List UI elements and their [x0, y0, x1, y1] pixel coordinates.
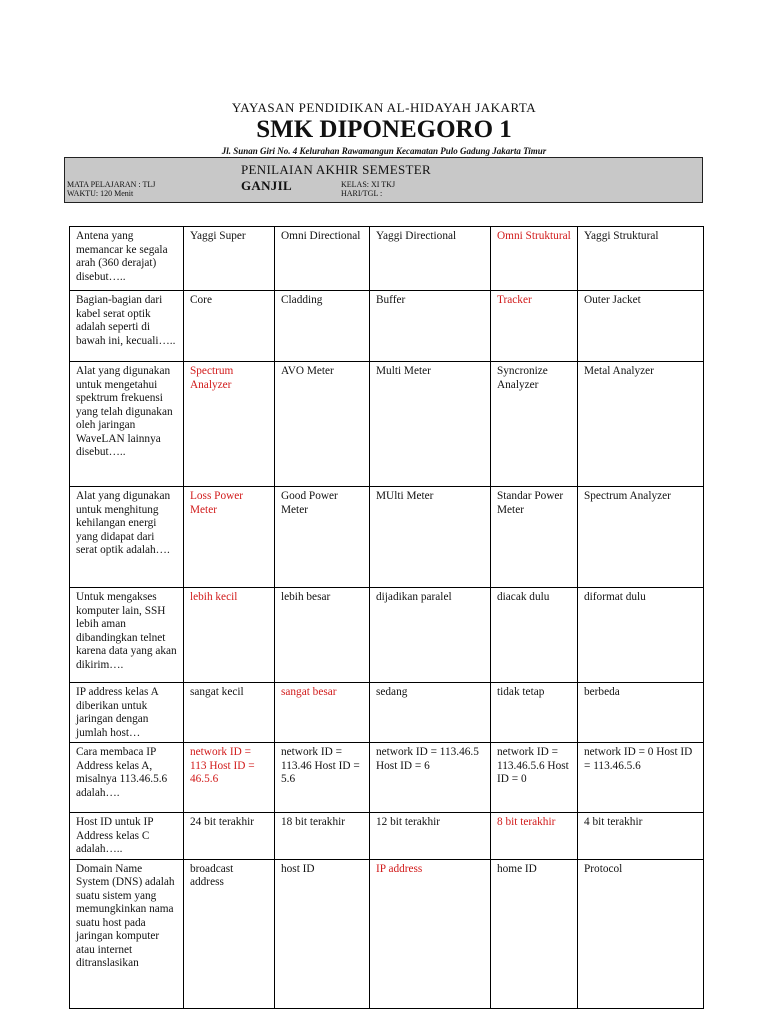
answer-option: network ID = 113.46.5 Host ID = 6 — [370, 743, 491, 813]
question-text: IP address kelas A diberikan untuk jaringan dengan jumlah host… — [70, 683, 184, 743]
answer-option: lebih besar — [275, 588, 370, 683]
answer-option: Yaggi Struktural — [578, 227, 704, 291]
answer-option-correct: IP address — [370, 859, 491, 1008]
answer-option: 4 bit terakhir — [578, 813, 704, 860]
answer-option-correct: network ID = 113 Host ID = 46.5.6 — [184, 743, 275, 813]
answer-option: Yaggi Super — [184, 227, 275, 291]
answer-option: diformat dulu — [578, 588, 704, 683]
foundation-name: YAYASAN PENDIDIKAN AL-HIDAYAH JAKARTA — [231, 100, 537, 115]
answer-option: Multi Meter — [370, 362, 491, 487]
question-row — [70, 291, 704, 362]
question-text: Bagian-bagian dari kabel serat optik adalah seperti di bawah ini, kecuali….. — [70, 291, 184, 362]
answer-option: Core — [184, 291, 275, 362]
answer-option: MUlti Meter — [370, 487, 491, 588]
question-text: Cara membaca IP Address kelas A, misalnya 113.46.5.6 adalah…. — [70, 743, 184, 813]
exam-title-line1: PENILAIAN AKHIR SEMESTER — [241, 162, 431, 177]
answer-option: Spectrum Analyzer — [578, 487, 704, 588]
question-row — [70, 743, 704, 813]
subject-label: MATA PELAJARAN : TLJ — [67, 180, 156, 189]
answer-option: berbeda — [578, 683, 704, 743]
question-text: Host ID untuk IP Address kelas C adalah….. — [70, 813, 184, 860]
answer-option: dijadikan paralel — [370, 588, 491, 683]
answer-option: sedang — [370, 683, 491, 743]
question-text: Antena yang memancar ke segala arah (360 derajat) disebut….. — [70, 227, 184, 291]
exam-title-line2: GANJIL — [241, 178, 292, 193]
date-label: HARI/TGL : — [341, 189, 383, 198]
answer-option: Good Power Meter — [275, 487, 370, 588]
answer-option: Buffer — [370, 291, 491, 362]
answer-option: Standar Power Meter — [491, 487, 578, 588]
question-row — [70, 487, 704, 588]
answer-option: Outer Jacket — [578, 291, 704, 362]
answer-option: network ID = 113.46 Host ID = 5.6 — [275, 743, 370, 813]
question-row — [70, 859, 704, 1008]
exam-info-band — [64, 157, 703, 203]
answer-option: home ID — [491, 859, 578, 1008]
answer-option: network ID = 113.46.5.6 Host ID = 0 — [491, 743, 578, 813]
answer-option: Cladding — [275, 291, 370, 362]
answer-option-correct: Loss Power Meter — [184, 487, 275, 588]
answer-option: 24 bit terakhir — [184, 813, 275, 860]
question-table — [69, 226, 704, 1009]
question-row — [70, 813, 704, 860]
answer-option: Protocol — [578, 859, 704, 1008]
question-row — [70, 683, 704, 743]
school-name: SMK DIPONEGORO 1 — [256, 116, 512, 143]
answer-option: host ID — [275, 859, 370, 1008]
time-label: WAKTU: 120 Menit — [67, 189, 134, 198]
question-text: Domain Name System (DNS) adalah suatu sistem yang memungkinkan nama suatu host pada jaringan komputer atau internet ditranslasikan — [70, 859, 184, 1008]
answer-option: Omni Directional — [275, 227, 370, 291]
school-address: Jl. Sunan Giri No. 4 Kelurahan Rawamangun Kecamatan Pulo Gadung Jakarta Timur — [221, 146, 547, 156]
answer-option-correct: sangat besar — [275, 683, 370, 743]
answer-option-correct: Omni Struktural — [491, 227, 578, 291]
answer-option-correct: Tracker — [491, 291, 578, 362]
question-text: Alat yang digunakan untuk menghitung kehilangan energi yang didapat dari serat optik adalah…. — [70, 487, 184, 588]
answer-option: diacak dulu — [491, 588, 578, 683]
class-label: KELAS: XI TKJ — [341, 180, 396, 189]
answer-option: Metal Analyzer — [578, 362, 704, 487]
answer-option-correct: 8 bit terakhir — [491, 813, 578, 860]
question-text: Alat yang digunakan untuk mengetahui spektrum frekuensi yang telah digunakan oleh jaringan WaveLAN lainnya disebut….. — [70, 362, 184, 487]
answer-option-correct: Spectrum Analyzer — [184, 362, 275, 487]
answer-option-correct: lebih kecil — [184, 588, 275, 683]
answer-option: 12 bit terakhir — [370, 813, 491, 860]
answer-option: network ID = 0 Host ID = 113.46.5.6 — [578, 743, 704, 813]
answer-option: broadcast address — [184, 859, 275, 1008]
question-row — [70, 227, 704, 291]
question-row — [70, 362, 704, 487]
answer-option: tidak tetap — [491, 683, 578, 743]
answer-option: sangat kecil — [184, 683, 275, 743]
answer-option: 18 bit terakhir — [275, 813, 370, 860]
answer-option: Yaggi Directional — [370, 227, 491, 291]
answer-option: AVO Meter — [275, 362, 370, 487]
answer-option: Syncronize Analyzer — [491, 362, 578, 487]
question-text: Untuk mengakses komputer lain, SSH lebih aman dibandingkan telnet karena data yang akan dikirim…. — [70, 588, 184, 683]
question-row — [70, 588, 704, 683]
